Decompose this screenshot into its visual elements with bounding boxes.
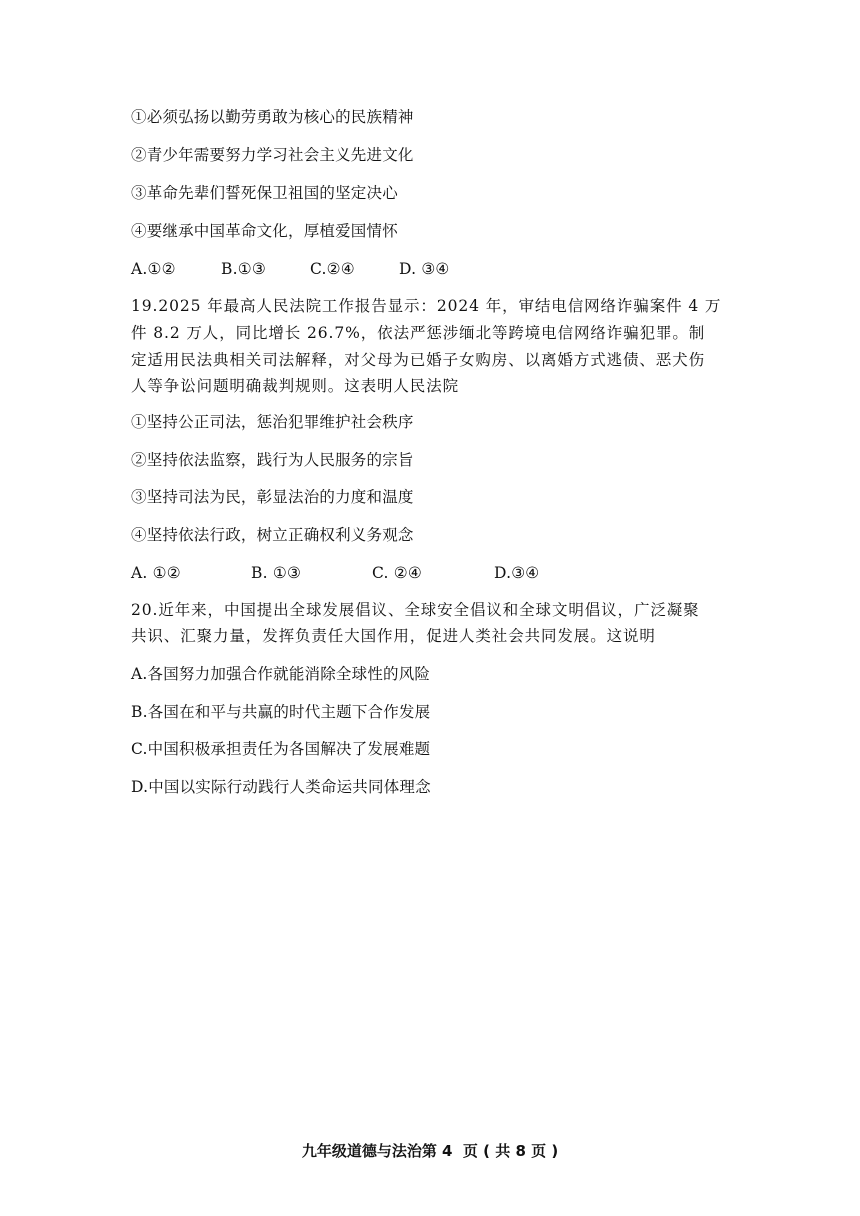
q19-stem-line-3: 定适用民法典相关司法解释，对父母为已婚子女购房、以离婚方式逃债、恶犬伤 [131,351,706,369]
q19-stem-line-1: 19.2025 年最高人民法院工作报告显示：2024 年，审结电信网络诈骗案件 4 万 [131,297,722,315]
q19-stem-line-4: 人等争讼问题明确裁判规则。这表明人民法院 [131,377,460,395]
q19-choice-d: D.③④ [494,564,540,582]
q19-option-1: ①坚持公正司法，惩治犯罪维护社会秩序 [131,413,414,431]
q19-choices [131,563,539,583]
q18-option-1: ①必须弘扬以勤劳勇敢为核心的民族精神 [131,108,414,126]
q19-choice-a: A. ①② [131,564,181,582]
q19-choice-b: B. ①③ [251,564,302,582]
q20-option-b: B.各国在和平与共赢的时代主题下合作发展 [131,703,431,721]
q20-stem-line-2: 共识、汇聚力量，发挥负责任大国作用，促进人类社会共同发展。这说明 [131,627,656,645]
q19-option-3: ③坚持司法为民，彰显法治的力度和温度 [131,488,414,506]
q18-choice-b: B.①③ [221,260,266,278]
q18-option-3: ③革命先辈们誓死保卫祖国的坚定决心 [131,184,398,202]
q20-option-d: D.中国以实际行动践行人类命运共同体理念 [131,778,431,796]
page-footer: 九年级道德与法治第 4 页 ( 共 8 页 ) [301,1142,559,1160]
q18-choice-d: D. ③④ [399,260,450,278]
q20-option-a: A.各国努力加强合作就能消除全球性的风险 [131,665,431,683]
q19-choice-c: C. ②④ [372,564,422,582]
q20-stem-line-1: 20.近年来，中国提出全球发展倡议、全球安全倡议和全球文明倡议，广泛凝聚 [131,601,700,619]
q19-option-4: ④坚持依法行政，树立正确权利义务观念 [131,526,414,544]
q20-option-c: C.中国积极承担责任为各国解决了发展难题 [131,740,431,758]
q18-choices [131,259,450,279]
q18-choice-a: A.①② [131,260,176,278]
q19-option-2: ②坚持依法监察，践行为人民服务的宗旨 [131,451,414,469]
q18-option-4: ④要继承中国革命文化，厚植爱国情怀 [131,222,398,240]
q19-stem-line-2: 件 8.2 万人，同比增长 26.7%，依法严惩涉缅北等跨境电信网络诈骗犯罪。制 [131,324,706,342]
q18-choice-c: C.②④ [310,260,355,278]
q18-option-2: ②青少年需要努力学习社会主义先进文化 [131,146,414,164]
